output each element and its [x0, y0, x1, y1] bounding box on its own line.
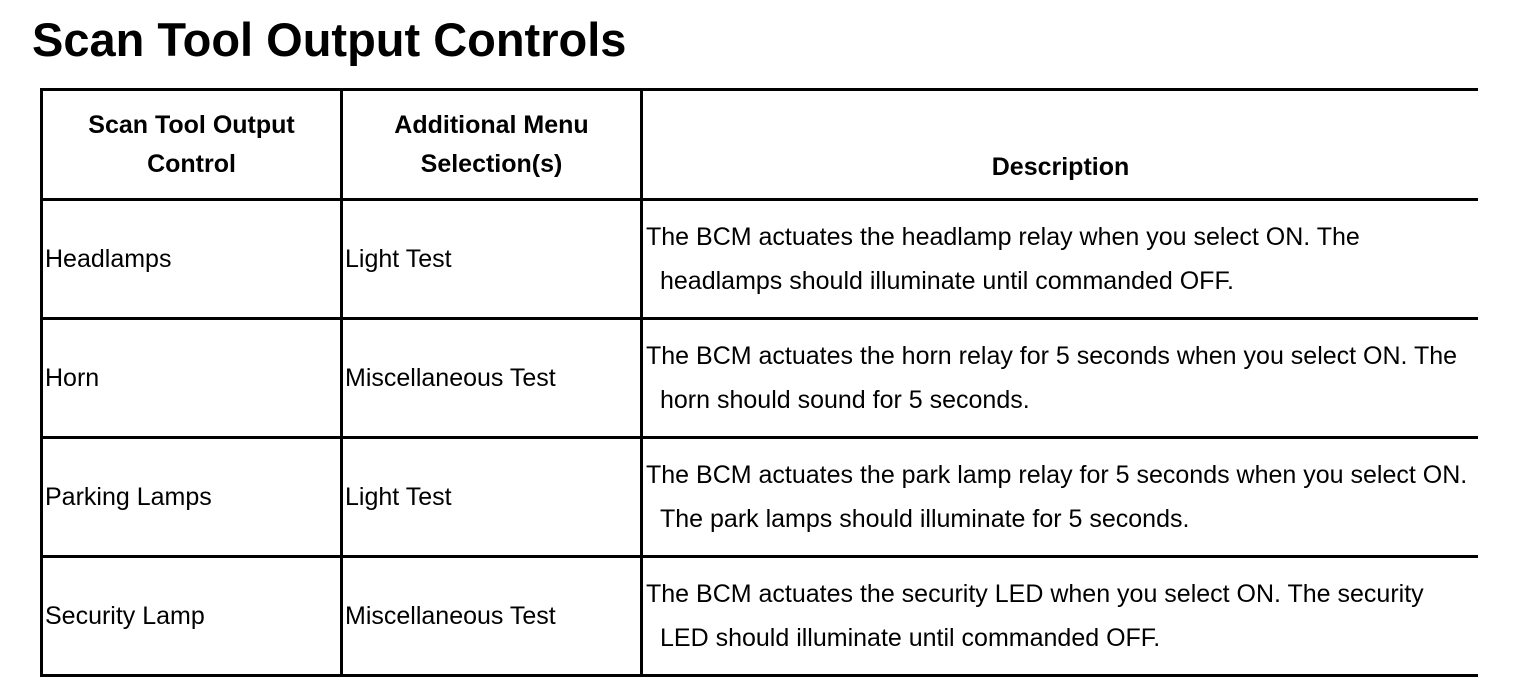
- row-description-text: The BCM actuates the park lamp relay for 5 seconds when you select ON. The park lamps should illuminate for 5 seconds.: [646, 461, 1468, 533]
- header-control: [42, 90, 342, 200]
- header-control-line2: Control: [147, 149, 236, 178]
- row-description-text: The BCM actuates the headlamp relay when you select ON. The headlamps should illuminate until commanded OFF.: [646, 223, 1360, 295]
- row-description: [642, 557, 1479, 676]
- page-title: Scan Tool Output Controls: [32, 13, 627, 66]
- row-description: [642, 319, 1479, 438]
- row-menu-selection: Miscellaneous Test: [342, 319, 642, 438]
- table-row: [42, 200, 1479, 319]
- row-control-name: Parking Lamps: [42, 438, 342, 557]
- row-description-text: The BCM actuates the security LED when you select ON. The security LED should illuminate until commanded OFF.: [646, 580, 1424, 652]
- table-header: [42, 90, 1479, 200]
- header-menu-selection: [342, 90, 642, 200]
- table-body: [42, 200, 1479, 676]
- row-menu-selection: Light Test: [342, 438, 642, 557]
- header-control-line1: Scan Tool Output: [88, 110, 295, 139]
- header-menu-line1: Additional Menu: [394, 110, 589, 139]
- header-menu-line2: Selection(s): [420, 149, 563, 178]
- output-controls-table-container: [40, 88, 1478, 694]
- table-row: [42, 557, 1479, 676]
- row-control-name: Headlamps: [42, 200, 342, 319]
- row-description: [642, 438, 1479, 557]
- table-row: [42, 319, 1479, 438]
- row-control-name: Horn: [42, 319, 342, 438]
- row-control-name: Security Lamp: [42, 557, 342, 676]
- header-row: [42, 90, 1479, 200]
- row-menu-selection: Miscellaneous Test: [342, 557, 642, 676]
- row-description: [642, 200, 1479, 319]
- header-description: [642, 90, 1479, 200]
- row-description-text: The BCM actuates the horn relay for 5 seconds when you select ON. The horn should sound for 5 seconds.: [646, 342, 1458, 414]
- header-description-label: Description: [991, 153, 1130, 181]
- table-row: [42, 438, 1479, 557]
- row-menu-selection: Light Test: [342, 200, 642, 319]
- output-controls-table: [40, 88, 1478, 677]
